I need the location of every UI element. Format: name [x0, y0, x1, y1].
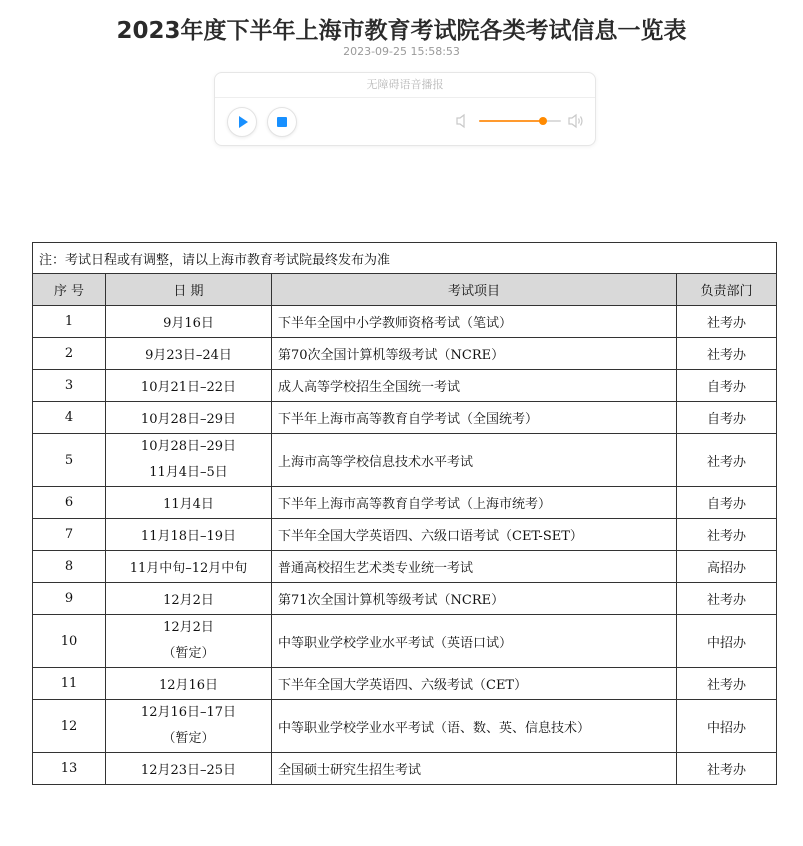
table-row	[33, 487, 777, 519]
player-label: 无障碍语音播报	[215, 73, 595, 98]
cell-item: 成人高等学校招生全国统一考试	[272, 370, 677, 402]
table-row	[33, 615, 777, 668]
cell-item: 上海市高等学校信息技术水平考试	[272, 434, 677, 487]
date-line: 11月4日	[163, 497, 214, 512]
cell-no: 10	[33, 615, 106, 668]
cell-date	[106, 583, 272, 615]
page-title: 2023年度下半年上海市教育考试院各类考试信息一览表	[116, 18, 687, 44]
cell-date	[106, 551, 272, 583]
cell-no: 6	[33, 487, 106, 519]
stop-button[interactable]	[267, 107, 297, 137]
date-line: 12月2日	[163, 620, 214, 635]
table-note: 注：考试日程或有调整，请以上海市教育考试院最终发布为准	[33, 243, 777, 274]
cell-dept: 高招办	[677, 551, 777, 583]
table-row	[33, 551, 777, 583]
play-icon	[239, 116, 248, 128]
cell-dept: 自考办	[677, 487, 777, 519]
cell-dept: 社考办	[677, 434, 777, 487]
cell-no: 12	[33, 700, 106, 753]
volume-slider[interactable]	[479, 120, 561, 122]
header-date: 日 期	[106, 274, 272, 306]
cell-dept: 社考办	[677, 338, 777, 370]
cell-no: 9	[33, 583, 106, 615]
table-row	[33, 753, 777, 785]
volume-low-icon[interactable]	[455, 113, 469, 129]
cell-item: 中等职业学校学业水平考试（英语口试）	[272, 615, 677, 668]
cell-date	[106, 402, 272, 434]
date-line: 11月18日–19日	[140, 529, 237, 544]
cell-item: 第71次全国计算机等级考试（NCRE）	[272, 583, 677, 615]
volume-slider-fill	[479, 120, 543, 122]
cell-item: 下半年全国中小学教师资格考试（笔试）	[272, 306, 677, 338]
cell-no: 2	[33, 338, 106, 370]
volume-slider-knob[interactable]	[539, 117, 547, 125]
table-row	[33, 370, 777, 402]
table-row	[33, 519, 777, 551]
audio-player	[214, 72, 596, 146]
cell-date	[106, 700, 272, 753]
cell-date	[106, 753, 272, 785]
volume-high-icon[interactable]	[567, 113, 585, 129]
table-row	[33, 434, 777, 487]
cell-no: 3	[33, 370, 106, 402]
date-line: 11月中旬–12月中旬	[129, 561, 248, 576]
note-row	[33, 243, 777, 274]
table-row	[33, 338, 777, 370]
cell-date	[106, 615, 272, 668]
cell-dept: 社考办	[677, 519, 777, 551]
table-row	[33, 668, 777, 700]
cell-no: 13	[33, 753, 106, 785]
cell-date	[106, 668, 272, 700]
cell-item: 下半年全国大学英语四、六级口语考试（CET-SET）	[272, 519, 677, 551]
date-line: 12月23日–25日	[140, 763, 237, 778]
date-line: 10月21日–22日	[140, 380, 237, 395]
cell-date	[106, 519, 272, 551]
cell-dept: 社考办	[677, 583, 777, 615]
exam-schedule-table	[32, 242, 777, 785]
header-dept: 负责部门	[677, 274, 777, 306]
cell-dept: 社考办	[677, 753, 777, 785]
cell-no: 7	[33, 519, 106, 551]
cell-date	[106, 338, 272, 370]
date-line: 9月23日–24日	[145, 348, 232, 363]
table-row	[33, 700, 777, 753]
date-line: （暂定）	[162, 646, 215, 661]
cell-no: 11	[33, 668, 106, 700]
table-row	[33, 583, 777, 615]
cell-dept: 中招办	[677, 700, 777, 753]
cell-item: 中等职业学校学业水平考试（语、数、英、信息技术）	[272, 700, 677, 753]
cell-no: 8	[33, 551, 106, 583]
cell-dept: 中招办	[677, 615, 777, 668]
cell-no: 5	[33, 434, 106, 487]
cell-date	[106, 487, 272, 519]
date-line: 10月28日–29日	[140, 439, 237, 454]
cell-item: 第70次全国计算机等级考试（NCRE）	[272, 338, 677, 370]
date-line: 11月4日–5日	[149, 465, 228, 480]
cell-no: 1	[33, 306, 106, 338]
cell-date	[106, 370, 272, 402]
cell-no: 4	[33, 402, 106, 434]
table-row	[33, 402, 777, 434]
header-item: 考试项目	[272, 274, 677, 306]
cell-item: 下半年上海市高等教育自学考试（全国统考）	[272, 402, 677, 434]
cell-item: 下半年全国大学英语四、六级考试（CET）	[272, 668, 677, 700]
date-line: 12月16日	[158, 678, 219, 693]
header-row	[33, 274, 777, 306]
date-line: 12月16日–17日	[140, 705, 237, 720]
publish-datetime: 2023-09-25 15:58:53	[343, 45, 460, 58]
cell-item: 下半年上海市高等教育自学考试（上海市统考）	[272, 487, 677, 519]
date-line: 10月28日–29日	[140, 412, 237, 427]
cell-date	[106, 434, 272, 487]
cell-dept: 自考办	[677, 402, 777, 434]
stop-icon	[277, 117, 287, 127]
date-line: 12月2日	[163, 593, 214, 608]
cell-dept: 社考办	[677, 668, 777, 700]
cell-dept: 自考办	[677, 370, 777, 402]
cell-dept: 社考办	[677, 306, 777, 338]
cell-item: 全国硕士研究生招生考试	[272, 753, 677, 785]
date-line: 9月16日	[163, 316, 214, 331]
date-line: （暂定）	[162, 731, 215, 746]
table-row	[33, 306, 777, 338]
cell-date	[106, 306, 272, 338]
play-button[interactable]	[227, 107, 257, 137]
header-no: 序 号	[33, 274, 106, 306]
cell-item: 普通高校招生艺术类专业统一考试	[272, 551, 677, 583]
